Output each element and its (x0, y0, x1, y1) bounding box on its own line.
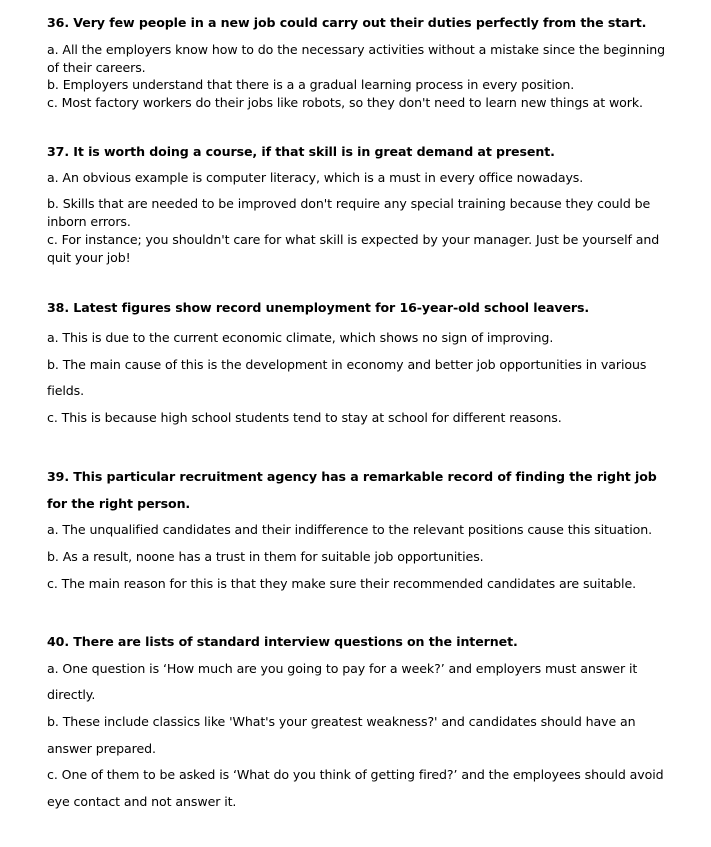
option-a: a. One question is ‘How much are you going to pay for a week?’ and employers must answer it directly. (47, 660, 638, 703)
option-a: a. The unqualified candidates and their indifference to the relevant positions cause this situation. (47, 522, 652, 538)
option-c: c. One of them to be asked is ‘What do you think of getting fired?’ and the employees should avoid eye contact and not answer it. (47, 767, 664, 809)
option-b: b. Skills that are needed to be improved don't require any special training because they could be inborn errors. (47, 196, 651, 229)
question-36 (47, 14, 667, 111)
question-title: 38. Latest figures show record unemployment for 16-year-old school leavers. (47, 300, 590, 315)
option-c: c. For instance; you shouldn't care for what skill is expected by your manager. Just be yourself and quit your job! (47, 232, 660, 265)
option-a: a. This is due to the current economic climate, which shows no sign of improving. (47, 330, 554, 345)
option-a: a. An obvious example is computer literacy, which is a must in every office nowadays. (47, 170, 584, 185)
question-title: 39. This particular recruitment agency has a remarkable record of finding the right job for the right person. (47, 469, 657, 512)
option-b: b. These include classics like 'What's your greatest weakness?' and candidates should have an answer prepared. (47, 713, 636, 756)
question-38 (47, 299, 667, 431)
document-page (47, 14, 667, 847)
option-c: c. Most factory workers do their jobs like robots, so they don't need to learn new things at work. (47, 94, 643, 110)
question-title: 37. It is worth doing a course, if that skill is in great demand at present. (47, 144, 555, 159)
question-title: 36. Very few people in a new job could carry out their duties perfectly from the start. (47, 15, 647, 30)
option-c: c. This is because high school students tend to stay at school for different reasons. (47, 409, 562, 425)
question-39 (47, 463, 667, 597)
option-b: b. The main cause of this is the development in economy and better job opportunities in various fields. (47, 356, 647, 399)
option-a: a. All the employers know how to do the necessary activities without a mistake since the beginning of their careers. (47, 42, 666, 75)
question-title: 40. There are lists of standard interview questions on the internet. (47, 634, 518, 650)
question-37 (47, 143, 667, 267)
option-c: c. The main reason for this is that they make sure their recommended candidates are suitable. (47, 575, 637, 591)
option-b: b. As a result, noone has a trust in them for suitable job opportunities. (47, 548, 484, 564)
option-b: b. Employers understand that there is a a gradual learning process in every position. (47, 77, 575, 92)
question-40 (47, 629, 667, 815)
